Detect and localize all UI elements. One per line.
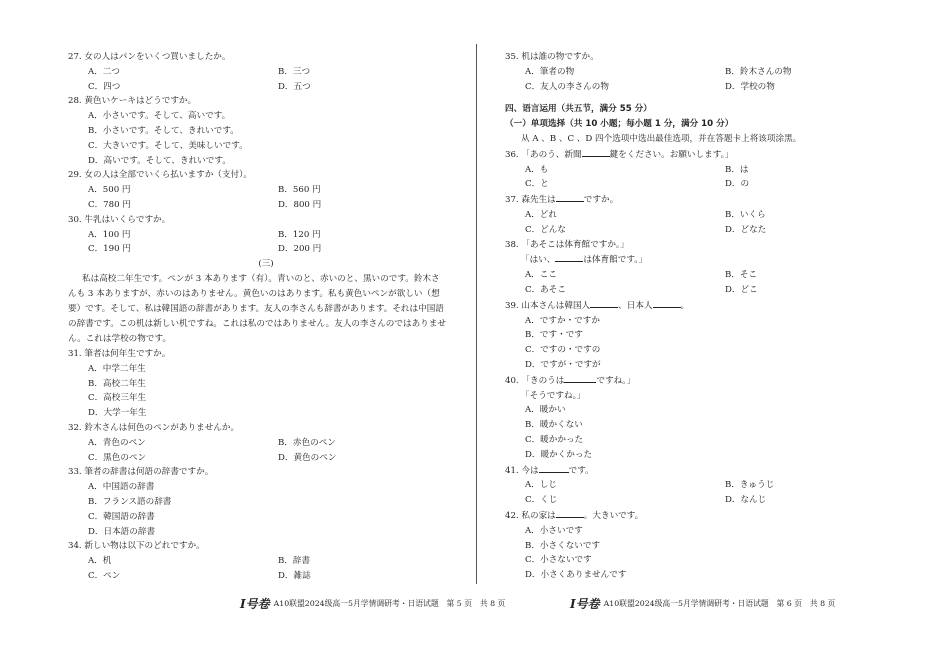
answer-blank [555, 252, 583, 262]
option: A．しじ [525, 480, 557, 491]
option: C．友人の李さんの物 [525, 81, 609, 92]
option: A．青色のペン [88, 437, 146, 448]
option: A．どれ [525, 209, 557, 220]
option: A．ですか・ですか [525, 315, 600, 326]
reading-passage: 私は高校二年生です。ペンが 3 本あります（有）。青いのと、赤いのと、黒いのです。鈴木さんも 3 本ありますが、赤いのはありません。黄色いのはあります。私も黄色いペンが欲しい（想要）です。そして、私は韓国語の辞書があります。友人の李さんも辞書があります。それは中国語の辞書です。この机は新しい机ですね。これは私のではありません。友人の李さんのではありません。これは学校の物です。 [68, 273, 446, 344]
column-divider [476, 44, 477, 584]
footer-right [570, 597, 835, 612]
question-34: 34. 新しい物は以下のどれですか。 [68, 541, 205, 552]
option: B．いくら [725, 209, 766, 220]
option: D．高いです。そして、きれいです。 [88, 155, 231, 166]
question-42: 42. 私の家は 。大きいです。 [505, 508, 905, 524]
answer-blank [556, 508, 584, 518]
option: A．小さいです。そして、高いです。 [88, 111, 231, 122]
option: D．どなた [725, 224, 767, 235]
option: B．フランス語の辞書 [88, 496, 172, 507]
question-29: 29. 女の人は全部でいくら払いますか（支付）。 [68, 170, 252, 181]
instructions: 从 A 、B 、C 、D 四个选项中选出最佳选项，并在答题卡上将该项涂黑。 [521, 133, 802, 144]
option: B．辞書 [278, 556, 311, 567]
option: D．五つ [278, 81, 311, 92]
option: B．三つ [278, 66, 311, 77]
footer-left [240, 597, 505, 612]
option: B．は [725, 164, 749, 175]
option: C．ペン [88, 570, 121, 581]
question-27: 27. 女の人はパンをいくつ買いましたか。 [68, 52, 231, 62]
option: A．中国語の辞書 [88, 482, 155, 493]
option: D．学校の物 [725, 81, 775, 92]
option: D．なんじ [725, 495, 767, 506]
option: C．ですの・ですの [525, 345, 601, 356]
option: D．小さくありませんです [525, 570, 627, 581]
option: D．黄色のペン [278, 452, 337, 463]
option: A．小さいです [525, 525, 583, 536]
answer-blank [556, 192, 584, 202]
option: C．韓国語の辞書 [88, 511, 155, 522]
option: B．赤色のペン [278, 437, 336, 448]
question-41: 41. 今は です。 [505, 463, 905, 479]
option: D．日本語の辞書 [88, 526, 156, 537]
option: D．どこ [725, 284, 758, 295]
question-35: 35. 机は誰の物ですか。 [505, 52, 599, 62]
option: A．ここ [525, 270, 557, 281]
section-heading: (三) [258, 259, 274, 270]
question-37: 37. 森先生は ですか。 [505, 192, 905, 208]
option: C．くじ [525, 495, 558, 506]
option: D．大学一年生 [88, 408, 147, 419]
answer-blank [539, 463, 569, 473]
option: A．も [525, 164, 549, 175]
option: C．780 円 [88, 199, 131, 210]
option: D．暖かくかった [525, 449, 593, 460]
option: B．120 円 [278, 229, 321, 240]
question-28: 28. 黄色いケーキはどうですか。 [68, 96, 197, 107]
option: C．と [525, 179, 549, 190]
option: C．高校三年生 [88, 393, 147, 404]
option: B．です・です [525, 330, 583, 341]
option: A．暖かい [525, 405, 566, 416]
option: B．560 円 [278, 185, 321, 196]
option: C．黒色のペン [88, 452, 147, 463]
question-36: 36. 「あのう、新聞 鍵をください。お願いします。」 [505, 147, 905, 163]
option: D．の [725, 179, 750, 190]
option: C．あそこ [525, 284, 566, 295]
option: C．190 円 [88, 244, 131, 255]
question-30: 30. 牛乳はいくらですか。 [68, 214, 171, 225]
option: C．暖かかった [525, 434, 584, 445]
option: C．四つ [88, 81, 121, 92]
exam-logo: I号卷 [240, 597, 270, 611]
option: B．そこ [725, 270, 758, 281]
option: D．800 円 [278, 199, 322, 210]
question-38-line2: 「はい、 は体育館です。」 [505, 252, 905, 268]
option: D．雑誌 [278, 570, 311, 581]
option: C．どんな [525, 224, 566, 235]
question-39: 39. 山本さんは韓国人 、日本人 。 [505, 298, 905, 314]
option: A．筆者の物 [525, 66, 575, 77]
subsection-heading: （一）单项选择（共 10 小题；每小题 1 分，满分 10 分） [505, 119, 734, 130]
question-32: 32. 鈴木さんは何色のペンがありませんか。 [68, 422, 240, 433]
option: D．200 円 [278, 244, 322, 255]
part-heading: 四、语言运用（共五节，满分 55 分） [505, 104, 652, 115]
option: A．机 [88, 556, 112, 567]
option: A．100 円 [88, 229, 131, 240]
option: B．高校二年生 [88, 378, 146, 389]
answer-blank [564, 373, 596, 383]
footer-text: A10联盟2024级高一5月学情调研考・日语试题 第 6 页 共 8 页 [603, 599, 836, 608]
option: A．500 円 [88, 185, 131, 196]
option: B．小さくないです [525, 540, 601, 551]
exam-logo: I号卷 [570, 597, 600, 611]
option: B．小さいです。そして、きれいです。 [88, 125, 239, 136]
question-40-line2: 「そうですね。」 [521, 390, 586, 401]
right-page [505, 50, 905, 583]
option: B．きゅうじ [725, 480, 775, 491]
question-33: 33. 筆者の辞書は何語の辞書ですか。 [68, 467, 214, 478]
question-31: 31. 筆者は何年生ですか。 [68, 348, 171, 359]
question-38: 38. 「あそこは体育館ですか。」 [505, 239, 629, 250]
option: D．ですが・ですが [525, 359, 601, 370]
answer-blank [582, 147, 610, 157]
answer-blank [653, 298, 681, 308]
answer-blank [590, 298, 618, 308]
left-page [68, 50, 448, 584]
question-40: 40. 「きのうは ですね。」 [505, 373, 905, 389]
option: B．鈴木さんの物 [725, 66, 792, 77]
option: C．大きいです。そして、美味しいです。 [88, 140, 248, 151]
footer-text: A10联盟2024级高一5月学情调研考・日语试题 第 5 页 共 8 页 [273, 599, 506, 608]
option: A．中学二年生 [88, 363, 146, 374]
option: B．暖かくない [525, 420, 583, 431]
option: C．小さないです [525, 555, 592, 566]
option: A．二つ [88, 66, 120, 77]
